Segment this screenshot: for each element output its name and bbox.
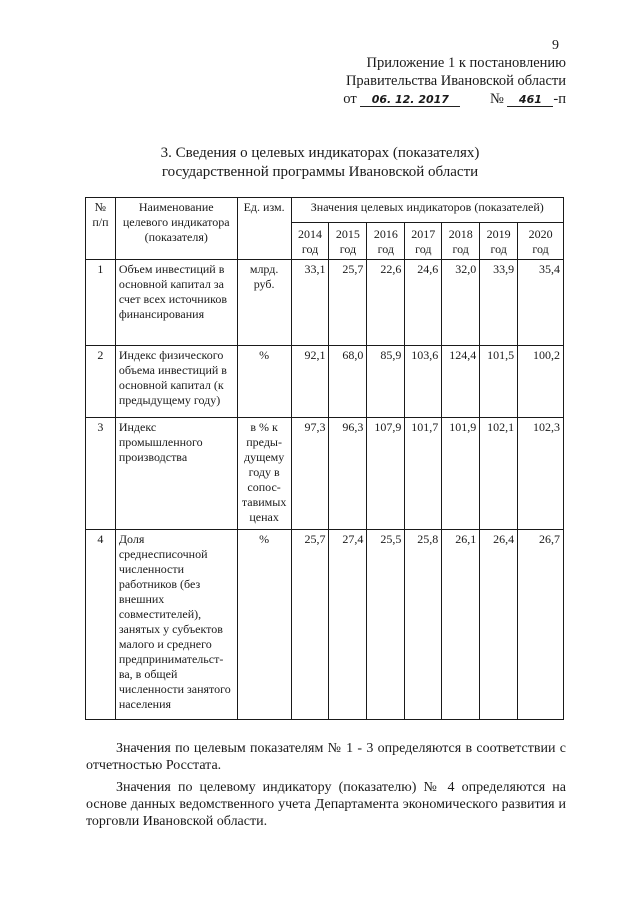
- year-cell: 2020 год: [518, 223, 564, 260]
- row-num: 1: [86, 260, 116, 346]
- row-value: 97,3: [291, 418, 329, 530]
- year-cell: 2015 год: [329, 223, 367, 260]
- handwritten-date: 06. 12. 2017: [360, 93, 460, 107]
- row-value: 35,4: [518, 260, 564, 346]
- annex-header: [343, 54, 566, 108]
- row-value: 33,1: [291, 260, 329, 346]
- header-num: № п/п: [86, 198, 116, 260]
- annex-line-3: [343, 90, 566, 108]
- year-cell: 2017 год: [405, 223, 442, 260]
- note-paragraph: Значения по целевому индикатору (показателю) № 4 определяются на основе данных ведомственного учета Департамента экономического развития и торговли Ивановской области.: [86, 780, 566, 829]
- row-name: Индекс промышленного производства: [115, 418, 237, 530]
- row-name: Индекс физического объема инвестиций в основной капитал (к предыдущему году): [115, 346, 237, 418]
- row-value: 25,7: [329, 260, 367, 346]
- number-suffix: -п: [553, 91, 566, 107]
- row-value: 25,8: [405, 530, 442, 720]
- row-name: Доля среднесписочной численности работников (без внешних совместителей), занятых у субъектов малого и среднего предпринимательст- ва, в общей численности занятого населения: [115, 530, 237, 720]
- row-value: 124,4: [442, 346, 480, 418]
- row-value: 101,7: [405, 418, 442, 530]
- title-line-1: 3. Сведения о целевых индикаторах (показателях): [160, 145, 480, 161]
- year-cell: 2014 год: [291, 223, 329, 260]
- row-num: 2: [86, 346, 116, 418]
- header-values: Значения целевых индикаторов (показателей): [291, 198, 563, 223]
- row-value: 32,0: [442, 260, 480, 346]
- row-unit: в % к преды- дущему году в сопос- тавимых ценах: [237, 418, 291, 530]
- row-num: 3: [86, 418, 116, 530]
- number-label: №: [489, 91, 504, 107]
- row-value: 33,9: [480, 260, 518, 346]
- header-unit: Ед. изм.: [237, 198, 291, 260]
- row-name: Объем инвестиций в основной капитал за счет всех источников финансирования: [115, 260, 237, 346]
- section-title: [0, 144, 640, 182]
- row-value: 103,6: [405, 346, 442, 418]
- row-value: 26,7: [518, 530, 564, 720]
- note-paragraph: Значения по целевым показателям № 1 - 3 определяются в соответствии с отчетностью Росстата.: [86, 741, 566, 773]
- row-value: 27,4: [329, 530, 367, 720]
- header-row: [86, 198, 564, 223]
- row-value: 92,1: [291, 346, 329, 418]
- row-value: 25,7: [291, 530, 329, 720]
- notes: [86, 740, 566, 835]
- annex-line-2: Правительства Ивановской области: [345, 73, 566, 89]
- year-cell: 2016 год: [367, 223, 405, 260]
- header-name: Наименование целевого индикатора (показателя): [115, 198, 237, 260]
- row-value: 22,6: [367, 260, 405, 346]
- from-label: от: [343, 91, 357, 107]
- row-unit: млрд. руб.: [237, 260, 291, 346]
- row-value: 68,0: [329, 346, 367, 418]
- row-value: 25,5: [367, 530, 405, 720]
- row-value: 26,1: [442, 530, 480, 720]
- year-cell: 2019 год: [480, 223, 518, 260]
- table-row: [86, 260, 564, 346]
- row-value: 102,1: [480, 418, 518, 530]
- indicators-table: [85, 197, 564, 720]
- table-row: [86, 530, 564, 720]
- table-row: [86, 418, 564, 530]
- row-value: 101,9: [442, 418, 480, 530]
- row-unit: %: [237, 530, 291, 720]
- annex-line-1: Приложение 1 к постановлению: [366, 55, 566, 71]
- row-num: 4: [86, 530, 116, 720]
- row-value: 102,3: [518, 418, 564, 530]
- row-unit: %: [237, 346, 291, 418]
- title-line-2: государственной программы Ивановской области: [161, 164, 479, 180]
- row-value: 101,5: [480, 346, 518, 418]
- handwritten-number: 461: [507, 93, 553, 107]
- row-value: 24,6: [405, 260, 442, 346]
- row-value: 96,3: [329, 418, 367, 530]
- table-row: [86, 346, 564, 418]
- row-value: 85,9: [367, 346, 405, 418]
- page-number: 9: [552, 38, 559, 53]
- year-cell: 2018 год: [442, 223, 480, 260]
- row-value: 26,4: [480, 530, 518, 720]
- row-value: 100,2: [518, 346, 564, 418]
- row-value: 107,9: [367, 418, 405, 530]
